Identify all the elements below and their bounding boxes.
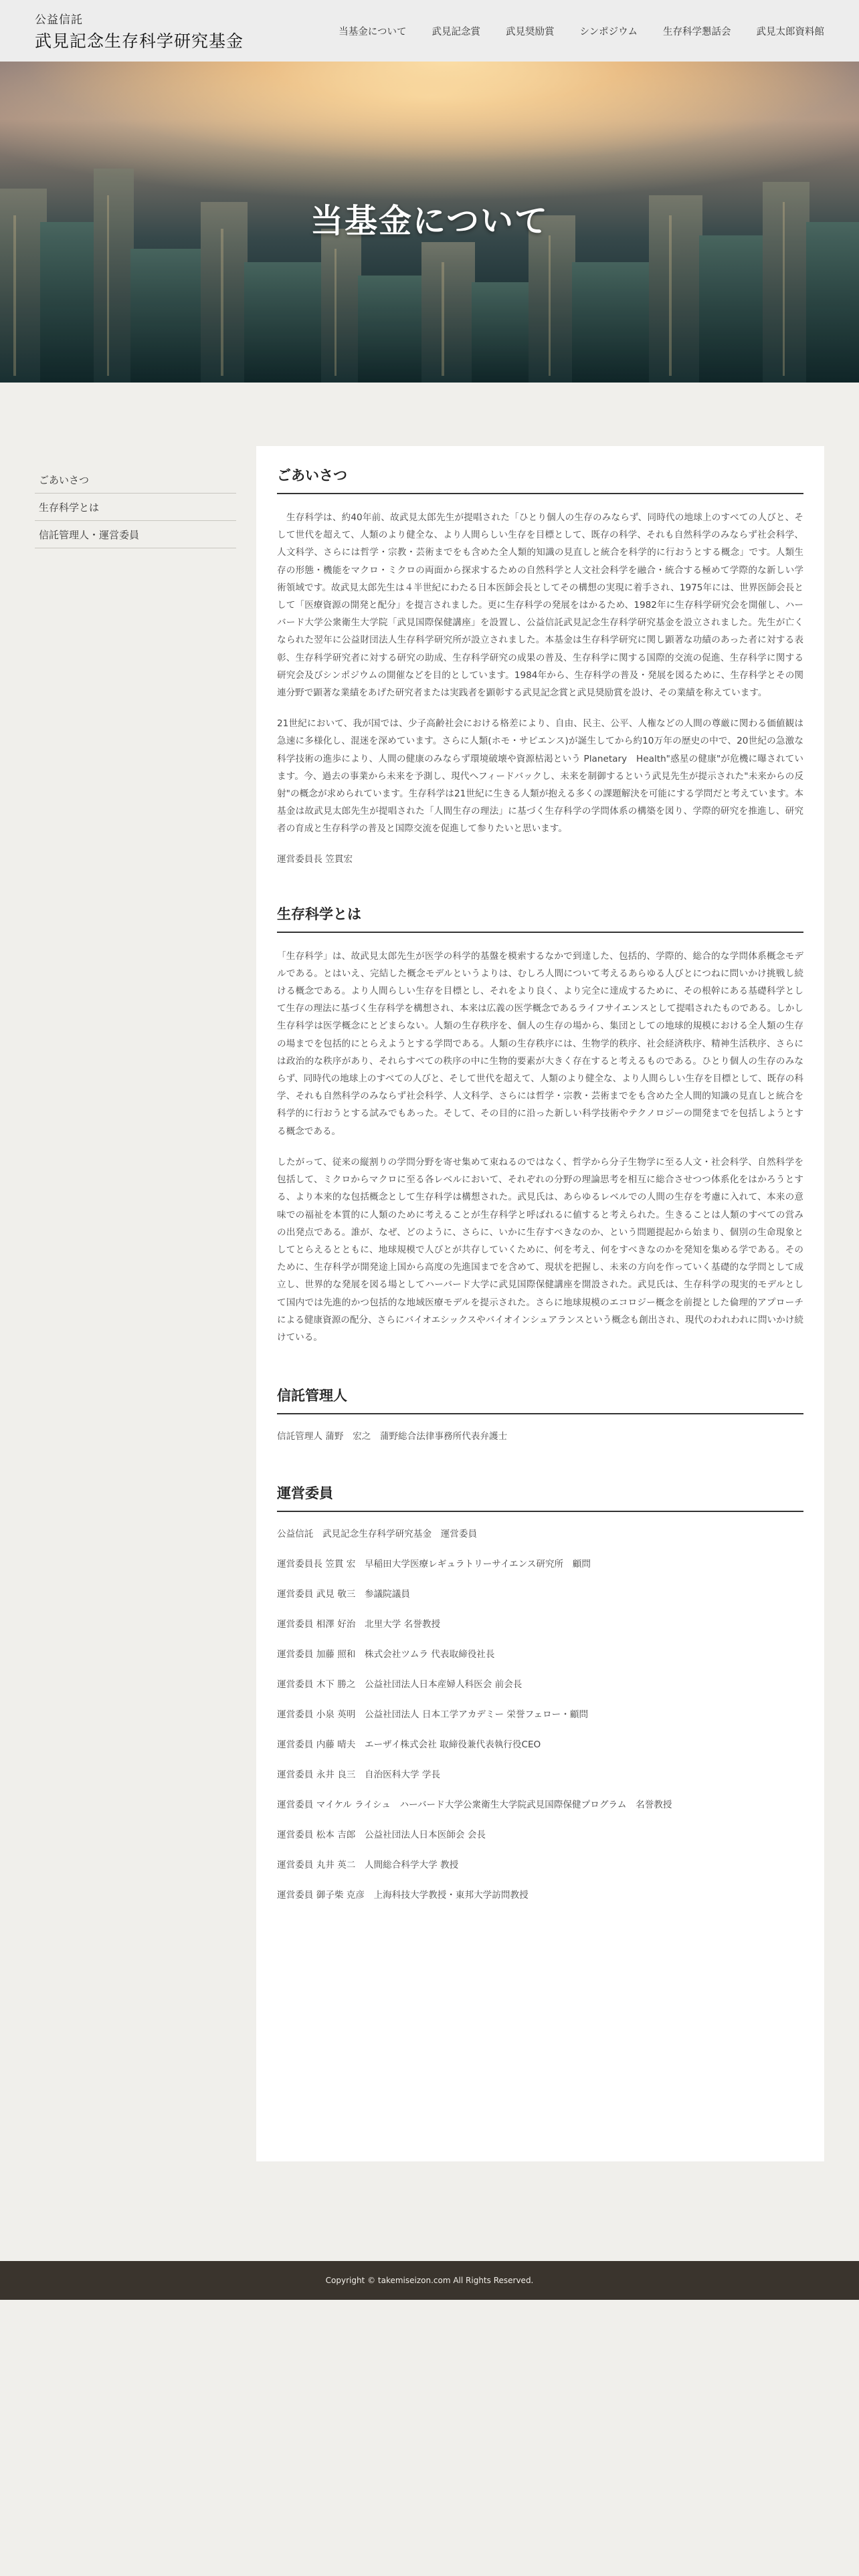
list-item: 運営委員 マイケル ライシュ ハーバード大学公衆衛生大学院武見国際保健プログラム 名誉教授: [277, 1800, 672, 1811]
logo-subtitle: 公益信託: [35, 13, 83, 27]
trustee-section: [277, 1385, 803, 1444]
content-panel: [256, 446, 824, 2161]
main-layout: [0, 383, 859, 2161]
list-item: 運営委員 内藤 晴夫 エーザイ株式会社 取締役兼代表執行役CEO: [277, 1739, 541, 1751]
section-title: 生存科学とは: [277, 903, 803, 933]
list-item: 運営委員 永井 良三 自治医科大学 学長: [277, 1769, 441, 1781]
nav-item-forum[interactable]: 生存科学懇話会: [663, 26, 731, 37]
nav-item-takemi-award[interactable]: 武見記念賞: [432, 26, 480, 37]
list-item: 運営委員 相澤 好治 北里大学 名誉教授: [277, 1619, 441, 1630]
main-nav: [326, 24, 824, 38]
trustee-text: 信託管理人 蒲野 宏之 蒲野総合法律事務所代表弁護士: [277, 1431, 508, 1442]
list-item: 運営委員 小泉 英明 公益社団法人 日本工学アカデミー 栄誉フェロー・顧問: [277, 1709, 589, 1721]
nav-item-about[interactable]: 当基金について: [339, 26, 407, 37]
list-item: 運営委員 松本 吉郎 公益社団法人日本医師会 会長: [277, 1830, 486, 1841]
list-item: 運営委員 木下 勝之 公益社団法人日本産婦人科医会 前会長: [277, 1679, 522, 1691]
page-title: 当基金について: [310, 201, 549, 240]
list-item: 運営委員 御子柴 克彦 上海科技大学教授・東邦大学訪問教授: [277, 1890, 529, 1901]
site-header: [0, 0, 859, 62]
section-title: 信託管理人: [277, 1385, 803, 1414]
list-item: 運営委員長 笠貫 宏 早稲田大学医療レギュラトリーサイエンス研究所 顧問: [277, 1559, 591, 1570]
section-title: 運営委員: [277, 1483, 803, 1512]
nav-item-encouragement-award[interactable]: 武見奨励賞: [506, 26, 555, 37]
paragraph: したがって、従来の縦割りの学問分野を寄せ集めて束ねるのではなく、哲学から分子生物学に至る人文・社会科学、自然科学を包括して、ミクロからマクロに至る各レベルにおいて、それぞれの分野の理論思考を相互に総合させつつ体系化をはかろうとする、より本来的な包括概念として生存科学は構想された。武見氏は、あらゆるレベルでの人間の生存を考慮に入れて、本来の意味での福祉を本質的に人類のために考えることが生存科学と呼ばれるに値すると考えられた。生きることは人類のすべての営みの出発点である。誰が、なぜ、どのように、さらに、いかに生存すべきなのか、という問題提起から始まり、個別の生命現象としてとらえるとともに、地球規模で人びとが共存していくために、何を考え、何をすべきなのかを発知を集める学である。そのために、生存科学が開発途上国から高度の先進国までを含めて、現状を把握し、未来の方向を作っていく基礎的な学問として成立し、世界的な発展を図る場としてハーバード大学に武見国際保健講座を開設された。武見氏は、生存科学の現実的モデルとして国内では先進的かつ包括的な地域医療モデルを提示された。さらに地球規模のエコロジー概念を前提とした倫理的アプローチによる健康資源の配分、さらにバイオエシックスやバイオインシュアランスという概念も創出され、現代のわれわれに問いかけ続けている。: [277, 1156, 803, 1343]
greeting-section: [277, 465, 803, 865]
sidebar-item-greeting[interactable]: ごあいさつ: [35, 466, 236, 494]
logo-title: 武見記念生存科学研究基金: [35, 31, 244, 51]
sidebar-item-about-survival-science[interactable]: 生存科学とは: [35, 494, 236, 521]
site-footer: [0, 2261, 859, 2300]
sidebar: [35, 446, 236, 2161]
nav-item-symposium[interactable]: シンポジウム: [579, 26, 638, 37]
about-section: [277, 903, 803, 1346]
signature: 運営委員長 笠貫宏: [277, 853, 353, 865]
section-title: ごあいさつ: [277, 465, 803, 494]
hero-banner: [0, 62, 859, 383]
committee-section: [277, 1483, 803, 1903]
nav-item-archive[interactable]: 武見太郎資料館: [756, 26, 824, 37]
list-item: 運営委員 丸井 英二 人間総合科学大学 教授: [277, 1860, 459, 1871]
sidebar-item-trustee-committee[interactable]: 信託管理人・運営委員: [35, 521, 236, 548]
list-item: 運営委員 武見 敬三 参議院議員: [277, 1589, 410, 1600]
list-item: 公益信託 武見記念生存科学研究基金 運営委員: [277, 1529, 478, 1540]
site-logo[interactable]: [35, 10, 244, 52]
copyright-text: Copyright © takemiseizon.com All Rights Reserved.: [325, 2276, 534, 2285]
paragraph: 21世紀において、我が国では、少子高齢社会における格差により、自由、民主、公平、人権などの人間の尊厳に関わる価値観は急速に多様化し、混迷を深めています。さらに人類(ホモ・サピエンス)が誕生してから約10万年の歴史の中で、20世紀の急激な科学技術の進歩により、人間の健康のみならず環境破壊や資源枯渇という Planetary Health"惑星の健康"が危機に曝されています。今、過去の事業から未来を予測し、現代へフィードバックし、未来を制御するという武見先生が提示された"未来からの反射"の概念が求められています。生存科学は21世紀に生きる人類が抱える多くの課題解決を可能にする学問だと考えています。本基金は故武見太郎先生が提唱された「人間生存の理法」に基づく生存科学の学問体系の構築を図り、学際的研究を推進し、研究者の育成と生存科学の普及と国際交流を促進して参りたいと思います。: [277, 718, 803, 835]
list-item: 運営委員 加藤 照和 株式会社ツムラ 代表取締役社長: [277, 1649, 495, 1660]
paragraph: 「生存科学」は、故武見太郎先生が医学の科学的基盤を模索するなかで到達した、包括的、学際的、総合的な学問体系概念モデルである。とはいえ、完結した概念モデルというよりは、むしろ人間について考えるあらゆる人びとにつねに問いかけ挑戦し続ける概念である。より人間らしい生存を目標とし、それをより良く、より完全に達成するために、その根幹にある基礎科学として生存の理法に基づく生存科学を構想され、本来は広義の医学概念であるライフサイエンスとして提唱されたものである。しかし生存科学は医学概念にとどまらない。人類の生存秩序を、個人の生存の場から、集団としての地球的規模における全人類の生存の場までを包括的にとらえようとする学問である。人類の生存秩序には、生物学的秩序、社会経済秩序、精神生活秩序、さらには政治的な秩序があり、それらすべての秩序の中に生物的要素が大きく存在すると考えるものである。ひとり個人の生存のみならず、同時代の地球上のすべての人びと、そして世代を超えて、人類のより健全な、より人間らしい生存を目標として、既存の科学、それも自然科学のみならず社会科学、人文科学、さらには哲学・宗教・芸術までをも含めた全人間的知識の見直しと統合を科学的に行おうとする試みでもあった。そして、その目的に沿った新しい科学技術やテクノロジーの開発までを包括しようとする概念である。: [277, 950, 803, 1137]
paragraph: 生存科学は、約40年前、故武見太郎先生が提唱された「ひとり個人の生存のみならず、同時代の地球上のすべての人びと、そして世代を超えて、人類のより健全な、より人間らしい生存を目標として、既存の科学、それも自然科学のみならず社会科学、人文科学、さらには哲学・宗教・芸術までをも含めた全人類的知識の見直しと統合を科学的に行おうとする概念」です。人類生存の形態・機能をマクロ・ミクロの両面から探求するための自然科学と人文社会科学を融合・統合する極めて学際的な新しい学術領域です。故武見太郎先生は４半世紀にわたる日本医師会長としてその構想の実現に着手され、1975年には、世界医師会長として「医療資源の開発と配分」を提言されました。更に生存科学の発展をはかるため、1982年に生存科学研究会を開催し、ハーバード大学公衆衛生大学院「武見国際保健講座」を設置し、公益信託武見記念生存科学研究基金を設立されました。先生が亡くなられた翌年に公益財団法人生存科学研究所が設立されました。本基金は生存科学研究に関し顕著な功績のあった者に対する表彰、生存科学研究者に対する研究の助成、生存科学研究の成果の普及、生存科学に関する国際的交流の促進、生存科学に関する研究会及びシンポジウムの開催などを目的としています。1984年から、生存科学の普及・発展を図るために、生存科学とその関連分野で顕著な業績をあげた研究者または実践者を顕彰する武見記念賞と武見奨励賞を設け、その業績を称えています。: [277, 512, 803, 699]
